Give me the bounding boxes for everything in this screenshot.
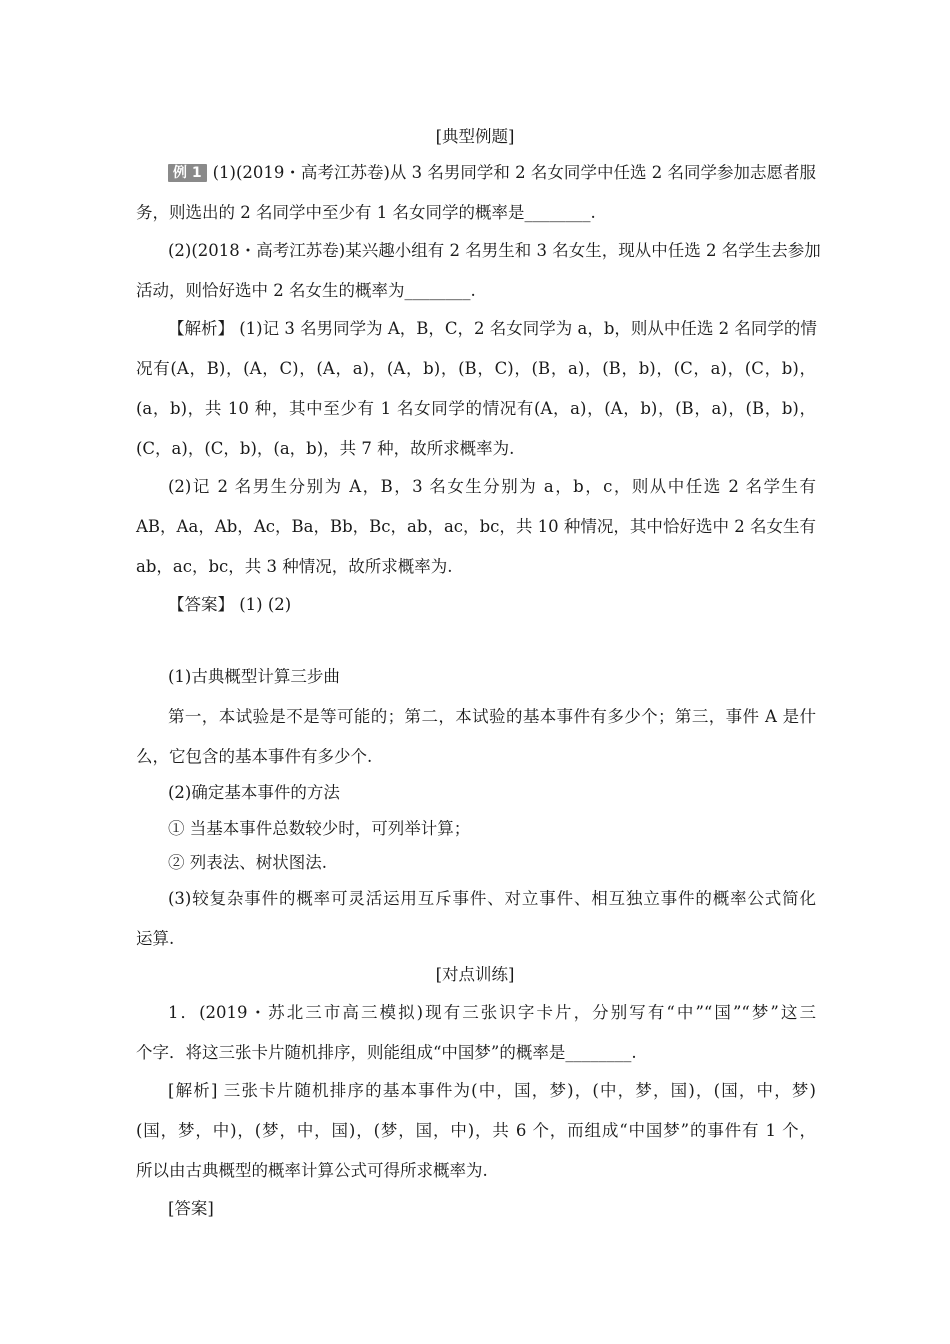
training-1-solution-c: 所以由古典概型的概率计算公式可得所求概率为. (136, 1161, 488, 1180)
method-1-line-b: 么，它包含的基本事件有多少个. (136, 747, 373, 766)
example-1-question-1 (168, 162, 816, 184)
method-2-item-2: ② 列表法、树状图法. (168, 853, 327, 872)
method-1-title: (1)古典概型计算三步曲 (168, 667, 340, 686)
question-1-text-b: 务，则选出的 2 名同学中至少有 1 名女同学的概率是________. (136, 203, 596, 222)
question-2-text-a: (2)(2018・高考江苏卷)某兴趣小组有 2 名男生和 3 名女生，现从中任选 2 名学生去参加 (168, 241, 821, 260)
training-1-answer: [答案] (168, 1199, 214, 1218)
method-1-line-a: 第一，本试验是不是等可能的；第二，本试验的基本事件有多少个；第三，事件 A 是什 (168, 707, 816, 726)
method-2-item-1: ① 当基本事件总数较少时，可列举计算； (168, 819, 471, 838)
method-3-line-b: 运算. (136, 929, 175, 948)
solution-1-line-a: 【解析】 (1)记 3 名男同学为 A，B，C，2 名女同学为 a，b，则从中任选 2 名同学的情 (168, 319, 817, 338)
question-2-text-b: 活动，则恰好选中 2 名女生的概率为________. (136, 281, 476, 300)
section-heading-examples: [典型例题] (435, 127, 515, 146)
answer-line: 【答案】 (1) (2) (168, 595, 292, 614)
training-1-question-b: 个字．将这三张卡片随机排序，则能组成“中国梦”的概率是________. (136, 1043, 637, 1062)
solution-2-line-a: (2)记 2 名男生分别为 A，B，3 名女生分别为 a，b，c，则从中任选 2 名学生有 (168, 477, 816, 496)
training-1-question-a: 1．(2019・苏北三市高三模拟)现有三张识字卡片，分别写有“中”“国”“梦”这三 (168, 1003, 816, 1022)
solution-1-line-d: (C，a)，(C，b)，(a，b)，共 7 种，故所求概率为. (136, 439, 515, 458)
solution-2-line-b: AB，Aa，Ab，Ac，Ba，Bb，Bc，ab，ac，bc，共 10 种情况，其中恰好选中 2 名女生有 (136, 517, 816, 536)
solution-1-line-c: (a，b)，共 10 种，其中至少有 1 名女同学的情况有(A，a)，(A，b)，(B，a)，(B，b)， (136, 399, 816, 418)
training-1-solution-a: [解析] 三张卡片随机排序的基本事件为(中，国，梦)，(中，梦，国)，(国，中，梦) (168, 1081, 816, 1100)
method-2-title: (2)确定基本事件的方法 (168, 783, 340, 802)
question-1-text-a: (1)(2019・高考江苏卷)从 3 名男同学和 2 名女同学中任选 2 名同学参加志愿者服 (212, 163, 816, 182)
solution-1-line-b: 况有(A，B)，(A，C)，(A，a)，(A，b)，(B，C)，(B，a)，(B，b)，(C，a)，(C，b)， (136, 359, 816, 378)
training-1-solution-b: (国，梦，中)，(梦，中，国)，(梦，国，中)，共 6 个，而组成“中国梦”的事件有 1 个， (136, 1121, 816, 1140)
method-3-line-a: (3)较复杂事件的概率可灵活运用互斥事件、对立事件、相互独立事件的概率公式简化 (168, 889, 816, 908)
example-badge: 例 1 (168, 164, 207, 182)
section-heading-training: [对点训练] (435, 965, 515, 984)
solution-2-line-c: ab，ac，bc，共 3 种情况，故所求概率为. (136, 557, 453, 576)
